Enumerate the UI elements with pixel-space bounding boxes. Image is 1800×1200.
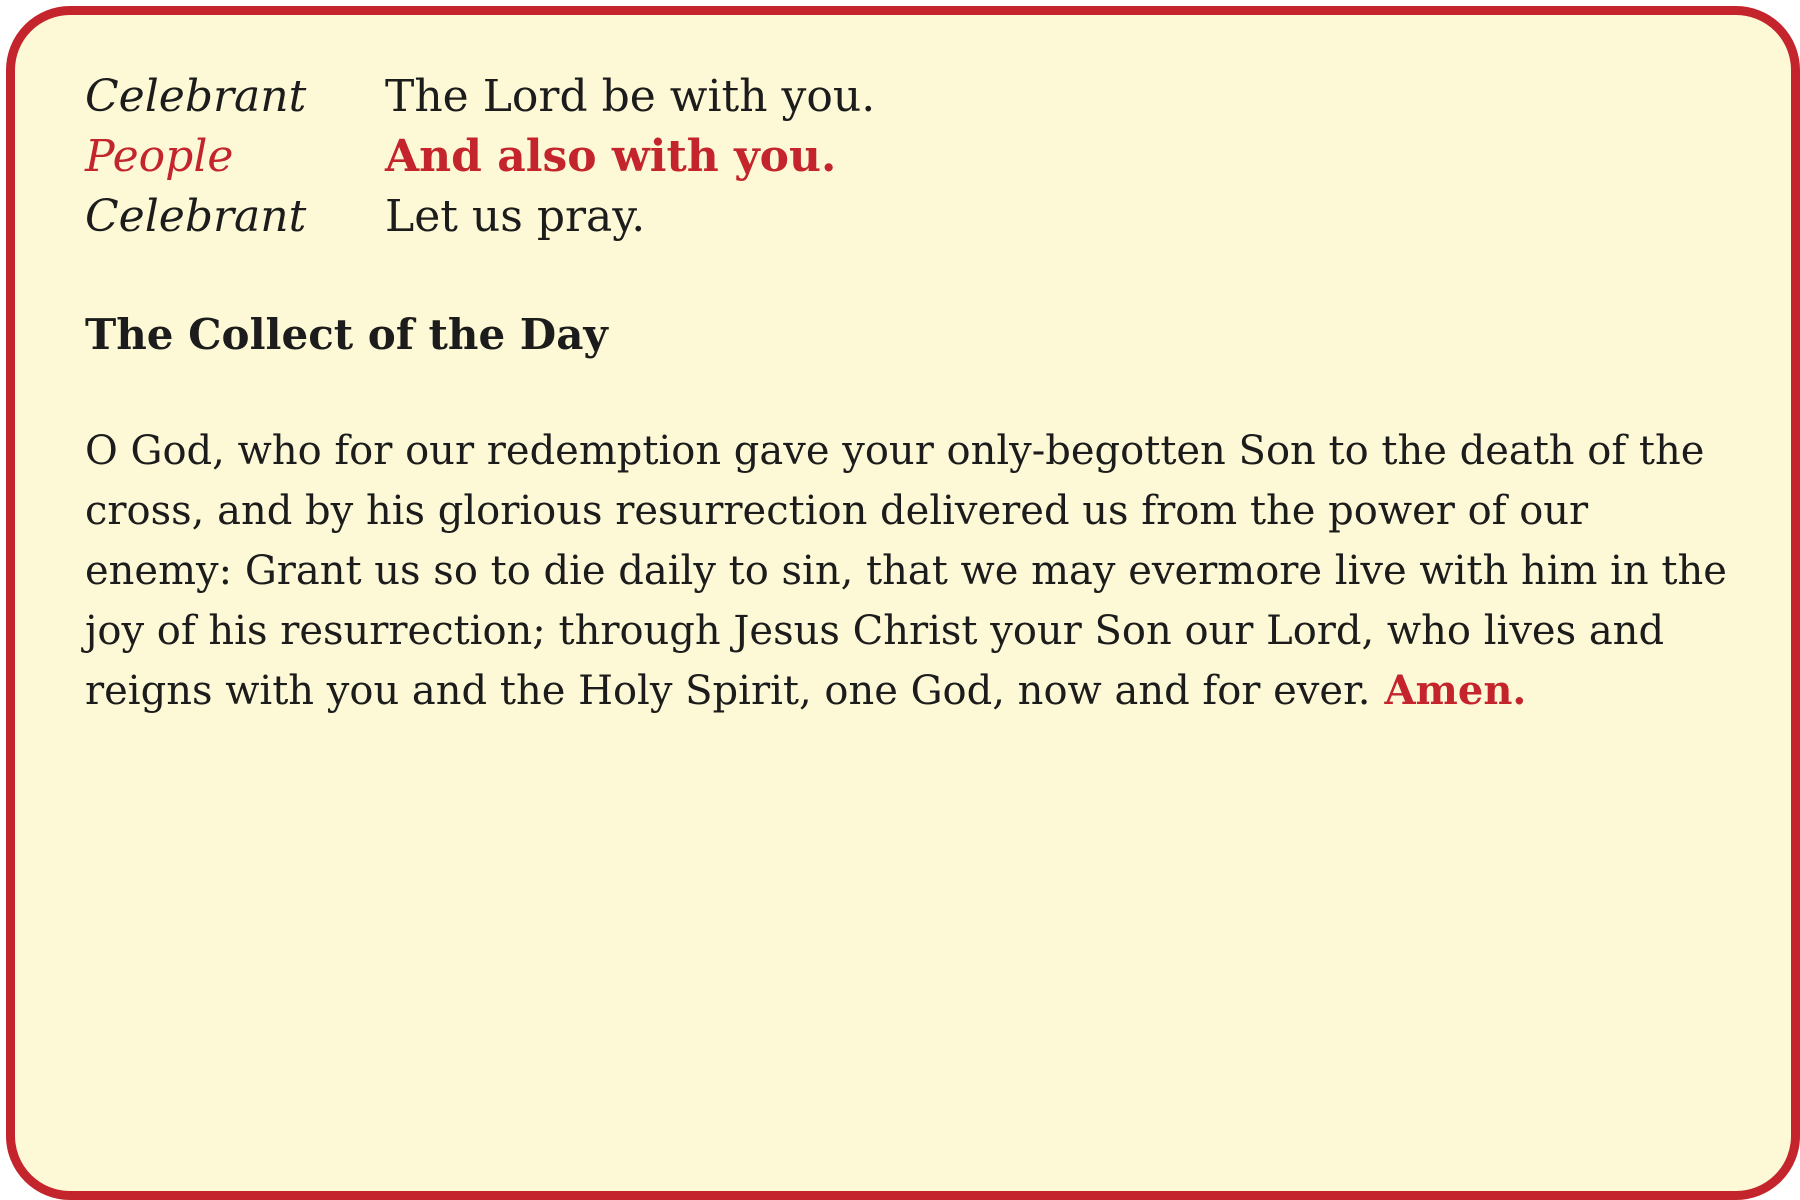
dialogue-line-celebrant [85, 67, 1721, 127]
speech-text: The Lord be with you. [385, 71, 876, 122]
amen-response: Amen. [1384, 667, 1527, 714]
role-label: People [85, 131, 234, 182]
section-title: The Collect of the Day [85, 310, 608, 359]
role-label: Celebrant [85, 191, 307, 242]
collect-paragraph [85, 421, 1735, 721]
speech-text: And also with you. [385, 131, 837, 182]
card-content [85, 67, 1727, 761]
collect-text: O God, who for our redemption gave your only-begotten Son to the death of the cross, and by his glorious resurrection delivered us from the power of our enemy: Grant us so to die daily to sin, that we may evermore live with him in the joy of his resurrection; through Jesus Christ your Son our Lord, who lives and reigns with you and the Holy Spirit, one God, now and for ever. [85, 428, 1727, 714]
speech-text: Let us pray. [385, 191, 646, 242]
versicle-response-block [85, 67, 1721, 247]
liturgy-card [6, 6, 1800, 1200]
dialogue-line-people [85, 127, 1721, 187]
dialogue-line-celebrant [85, 187, 1721, 247]
role-label: Celebrant [85, 71, 307, 122]
